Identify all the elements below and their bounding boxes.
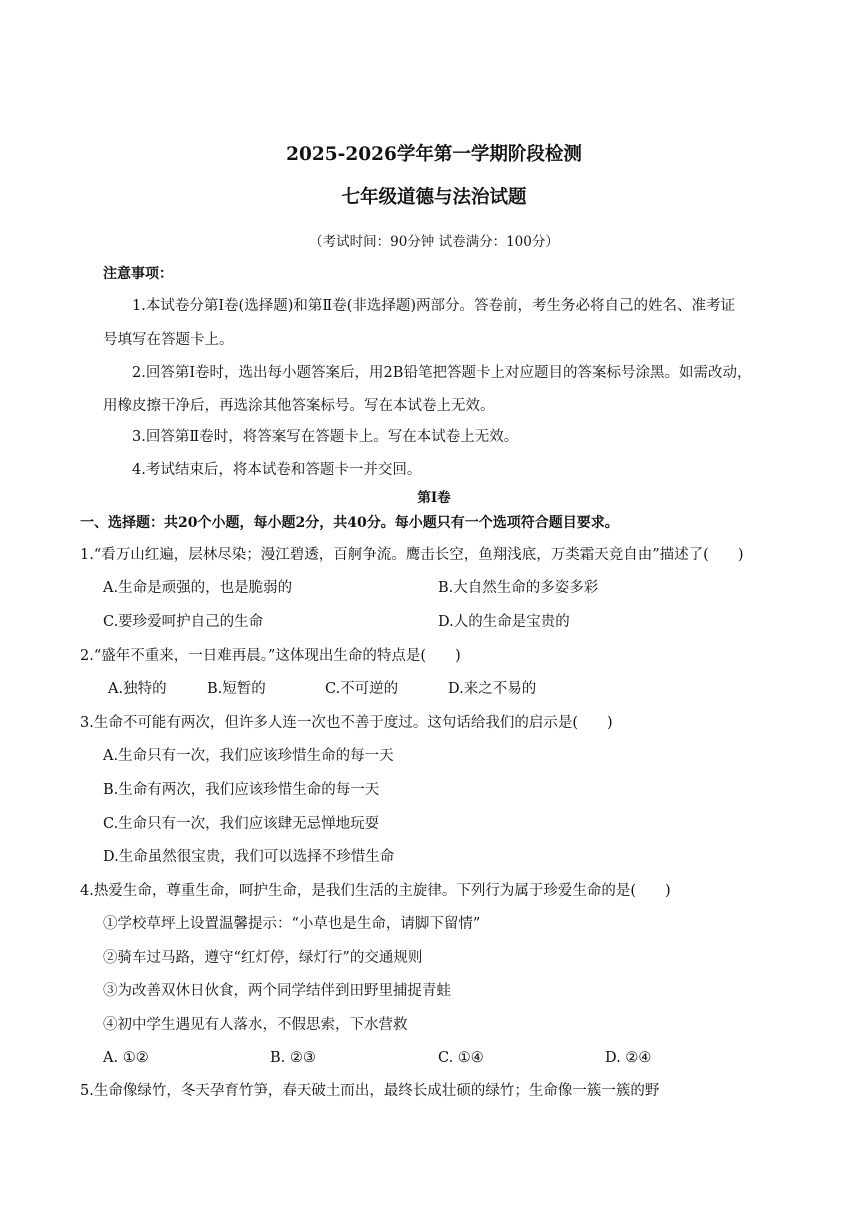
section-heading: 一、选择题：共20个小题，每小题2分，共40分。每小题只有一个选项符合题目要求。	[80, 515, 619, 531]
page-subtitle: 七年级道德与法治试题	[341, 187, 527, 208]
option-2c: C.不可逆的	[325, 681, 399, 697]
option-3a: A.生命只有一次，我们应该珍惜生命的每一天	[103, 748, 394, 764]
question-stem-2: 2.“盛年不重来，一日难再晨。”这体现出生命的特点是( )	[80, 648, 461, 664]
note-line: 1.本试卷分第Ⅰ卷(选择题)和第Ⅱ卷(非选择题)两部分。答卷前，考生务必将自己的姓名、准考证	[132, 298, 736, 314]
statement-4-4: ④初中学生遇见有人落水，不假思索，下水营救	[103, 1017, 408, 1033]
note-line: 2.回答第Ⅰ卷时，选出每小题答案后，用2B铅笔把答题卡上对应题目的答案标号涂黑。如需改动，	[132, 365, 752, 381]
note-line: 用橡皮擦干净后，再选涂其他答案标号。写在本试卷上无效。	[103, 398, 495, 414]
option-3b: B.生命有两次，我们应该珍惜生命的每一天	[103, 782, 380, 798]
page-title: 2025-2026学年第一学期阶段检测	[286, 144, 582, 165]
note-line: 号填写在答题卡上。	[103, 332, 234, 348]
statement-4-1: ①学校草坪上设置温馨提示：“小草也是生命，请脚下留情”	[103, 916, 481, 932]
notes-heading: 注意事项：	[103, 266, 173, 282]
note-line: 4.考试结束后，将本试卷和答题卡一并交回。	[132, 462, 422, 478]
option-2d: D.来之不易的	[448, 681, 537, 697]
option-4d: D. ②④	[605, 1050, 652, 1066]
statement-4-2: ②骑车过马路，遵守“红灯停，绿灯行”的交通规则	[103, 950, 423, 966]
option-4a: A. ①②	[103, 1050, 149, 1066]
option-1d: D.人的生命是宝贵的	[438, 614, 570, 630]
option-4b: B. ②③	[270, 1050, 316, 1066]
option-1a: A.生命是顽强的，也是脆弱的	[103, 580, 293, 596]
option-3c: C.生命只有一次，我们应该肆无忌惮地玩耍	[103, 816, 380, 832]
question-stem-3: 3.生命不可能有两次，但许多人连一次也不善于度过。这句话给我们的启示是( )	[80, 715, 613, 731]
note-line: 3.回答第Ⅱ卷时，将答案写在答题卡上。写在本试卷上无效。	[132, 429, 519, 445]
option-2a: A.独特的	[108, 681, 167, 697]
option-2b: B.短暂的	[207, 681, 266, 697]
part-title: 第Ⅰ卷	[417, 490, 451, 506]
exam-info: （考试时间：90分钟 试卷满分：100分）	[309, 234, 559, 250]
option-3d: D.生命虽然很宝贵，我们可以选择不珍惜生命	[103, 849, 395, 865]
question-stem-1: 1.“看万山红遍，层林尽染；漫江碧透，百舸争流。鹰击长空，鱼翔浅底，万类霜天竞自由”描述了( )	[80, 547, 744, 563]
option-4c: C. ①④	[438, 1050, 484, 1066]
option-1c: C.要珍爱呵护自己的生命	[103, 614, 264, 630]
option-1b: B.大自然生命的多姿多彩	[438, 580, 599, 596]
question-stem-4: 4.热爱生命，尊重生命，呵护生命，是我们生活的主旋律。下列行为属于珍爱生命的是( )	[80, 883, 671, 899]
statement-4-3: ③为改善双休日伙食，两个同学结伴到田野里捕捉青蛙	[103, 983, 451, 999]
question-stem-5: 5.生命像绿竹，冬天孕育竹笋，春天破土而出，最终长成壮硕的绿竹；生命像一簇一簇的野	[80, 1083, 660, 1099]
